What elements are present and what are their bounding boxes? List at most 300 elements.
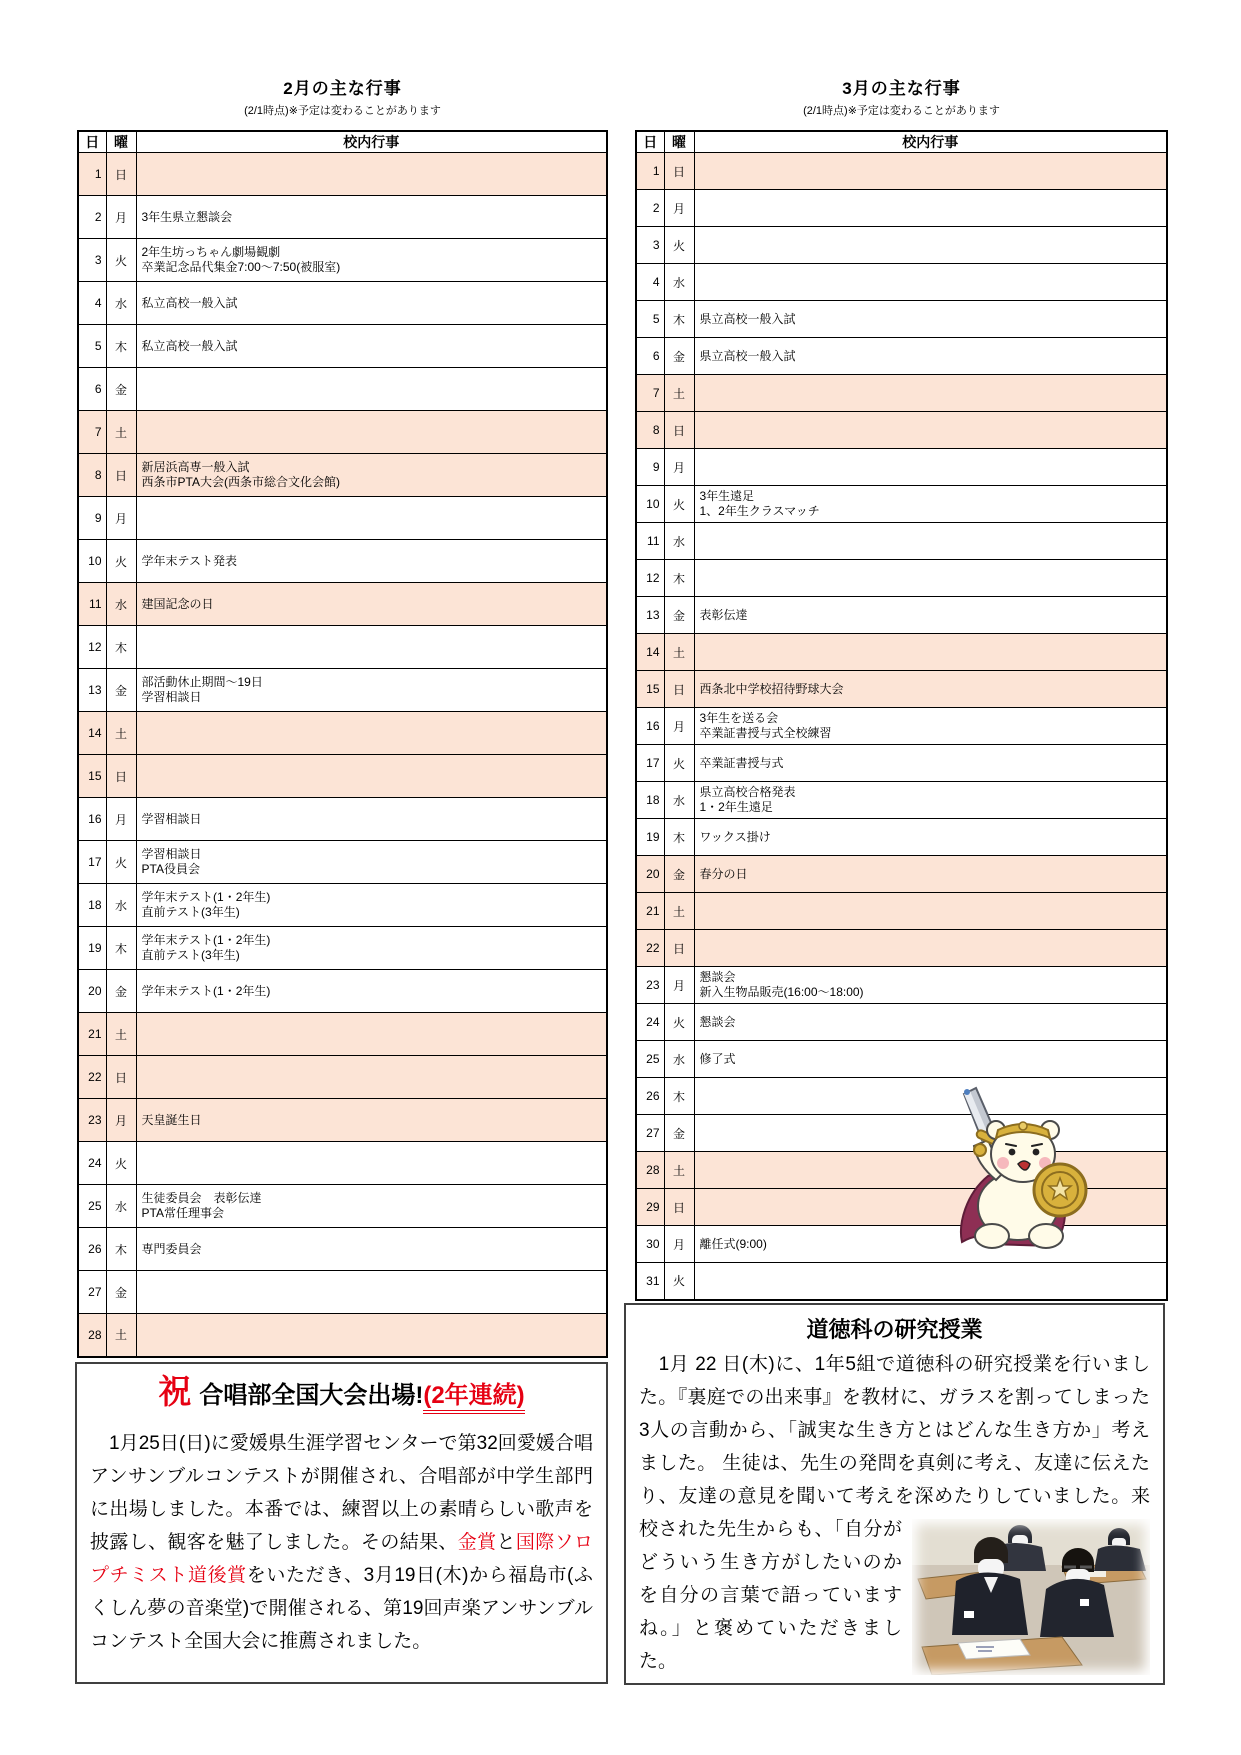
events-column-header: 校内行事 — [136, 131, 607, 153]
event-line: 直前テスト(3年生) — [141, 948, 240, 962]
weekday-cell: 日 — [664, 671, 694, 708]
events-cell — [136, 1314, 607, 1357]
day-cell: 21 — [636, 893, 664, 930]
events-cell — [694, 745, 1167, 782]
event-line: 懇談会 — [699, 1014, 736, 1029]
event-line: 学年末テスト(1・2年生) — [141, 983, 271, 998]
calendar-row — [636, 264, 1167, 301]
events-cell — [694, 449, 1167, 486]
day-cell: 4 — [636, 264, 664, 301]
weekday-cell: 金 — [106, 368, 136, 411]
events-cell — [694, 634, 1167, 671]
day-cell: 27 — [636, 1115, 664, 1152]
moral-text-part2: ていました。来校された先生からも、「自分がどういう生き方がしたいのかを自分の言葉で語っていますね。」と褒めていただきました。 — [639, 1486, 1150, 1672]
events-cell — [136, 669, 607, 712]
weekday-cell: 金 — [664, 597, 694, 634]
calendar-row — [78, 239, 607, 282]
day-cell: 20 — [636, 856, 664, 893]
events-cell — [694, 190, 1167, 227]
calendar-row — [636, 597, 1167, 634]
events-cell — [694, 930, 1167, 967]
classroom-photo — [912, 1519, 1150, 1675]
day-cell: 9 — [636, 449, 664, 486]
day-cell: 6 — [636, 338, 664, 375]
events-cell — [694, 375, 1167, 412]
weekday-cell: 水 — [106, 282, 136, 325]
calendar-row — [78, 540, 607, 583]
mascot-knight-puppy-image — [936, 1084, 1102, 1254]
day-cell: 25 — [636, 1041, 664, 1078]
calendar-row — [636, 856, 1167, 893]
calendar-row — [78, 970, 607, 1013]
event-line: ワックス掛け — [699, 829, 771, 844]
calendar-row — [636, 819, 1167, 856]
calendar-row — [636, 893, 1167, 930]
events-cell — [136, 368, 607, 411]
weekday-cell: 火 — [106, 239, 136, 282]
day-cell: 16 — [78, 798, 106, 841]
choir-title-text: 合唱部全国大会出場! — [199, 1382, 424, 1409]
events-cell — [136, 927, 607, 970]
calendar-row — [78, 1013, 607, 1056]
day-cell: 23 — [78, 1099, 106, 1142]
weekday-cell: 火 — [664, 1004, 694, 1041]
choir-paragraph — [90, 1427, 593, 1658]
day-cell: 13 — [636, 597, 664, 634]
calendar-row — [78, 927, 607, 970]
event-line: 学年末テスト(1・2年生) — [141, 933, 271, 947]
weekday-cell: 金 — [664, 1115, 694, 1152]
calendar-row — [78, 196, 607, 239]
events-cell — [136, 1013, 607, 1056]
calendar-row — [78, 1099, 607, 1142]
events-cell — [694, 597, 1167, 634]
day-column-header: 日 — [78, 131, 106, 153]
weekday-cell: 火 — [664, 486, 694, 523]
events-cell — [136, 583, 607, 626]
weekday-cell: 木 — [106, 325, 136, 368]
weekday-cell: 月 — [664, 967, 694, 1004]
day-column-header: 日 — [636, 131, 664, 153]
events-cell — [136, 196, 607, 239]
weekday-cell: 水 — [664, 1041, 694, 1078]
moral-paragraph — [639, 1348, 1150, 1678]
day-cell: 30 — [636, 1226, 664, 1263]
choir-award-gold-text: 金賞 — [457, 1532, 497, 1553]
calendar-row — [78, 669, 607, 712]
events-cell — [136, 755, 607, 798]
weekday-cell: 木 — [664, 560, 694, 597]
calendar-row — [636, 375, 1167, 412]
february-calendar-table — [77, 130, 608, 1358]
weekday-cell: 木 — [106, 626, 136, 669]
events-cell — [136, 798, 607, 841]
events-cell — [694, 227, 1167, 264]
events-cell — [694, 412, 1167, 449]
weekday-cell: 土 — [106, 1314, 136, 1357]
day-cell: 9 — [78, 497, 106, 540]
calendar-row — [636, 301, 1167, 338]
day-cell: 19 — [636, 819, 664, 856]
event-line: 西条北中学校招待野球大会 — [699, 681, 844, 696]
calendar-row — [636, 449, 1167, 486]
weekday-cell: 火 — [664, 227, 694, 264]
weekday-cell: 土 — [106, 411, 136, 454]
moral-section-title: 道徳科の研究授業 — [806, 1317, 983, 1342]
weekday-cell: 木 — [664, 819, 694, 856]
event-line: 県立高校一般入試 — [699, 311, 796, 326]
calendar-row — [78, 841, 607, 884]
day-cell: 28 — [78, 1314, 106, 1357]
weekday-cell: 木 — [106, 1228, 136, 1271]
day-cell: 26 — [636, 1078, 664, 1115]
day-cell: 11 — [636, 523, 664, 560]
events-cell — [694, 708, 1167, 745]
calendar-row — [78, 1142, 607, 1185]
event-line: 懇談会 — [699, 970, 736, 984]
calendar-row — [78, 884, 607, 927]
events-cell — [136, 1228, 607, 1271]
calendar-row — [78, 1314, 607, 1357]
calendar-row — [78, 282, 607, 325]
choir-title-suffix-text: (2年連続) — [423, 1382, 524, 1414]
weekday-cell: 土 — [106, 712, 136, 755]
weekday-cell: 月 — [106, 1099, 136, 1142]
weekday-cell: 金 — [106, 669, 136, 712]
events-cell — [136, 841, 607, 884]
day-cell: 16 — [636, 708, 664, 745]
day-cell: 5 — [636, 301, 664, 338]
calendar-row — [78, 1271, 607, 1314]
calendar-row — [78, 583, 607, 626]
event-line: 離任式(9:00) — [699, 1236, 767, 1251]
weekday-cell: 火 — [106, 540, 136, 583]
day-cell: 17 — [78, 841, 106, 884]
event-line: 春分の日 — [699, 866, 748, 881]
march-title: 3月の主な行事 — [842, 79, 961, 98]
calendar-row — [636, 1004, 1167, 1041]
calendar-row — [636, 486, 1167, 523]
events-cell — [694, 1004, 1167, 1041]
weekday-cell: 土 — [664, 634, 694, 671]
day-cell: 7 — [78, 411, 106, 454]
calendar-row — [636, 930, 1167, 967]
event-line: 1・2年生遠足 — [699, 800, 773, 814]
calendar-row — [636, 967, 1167, 1004]
moral-text-part1: 1月 22 日(木)に、1年5組で道徳科の研究授業を行いました。『裏庭での出来事』を教材に、ガラスを割ってしまった3人の言動から、「誠実な生き方とはどんな生き方か」考えました。 生徒は、先生の発問を真剣に考え、友達に伝えたり、友達の意見を聞いて考えを深めたりし — [639, 1354, 1150, 1507]
weekday-cell: 水 — [106, 583, 136, 626]
event-line: 部活動休止期間～19日 — [141, 675, 263, 689]
weekday-cell: 火 — [106, 841, 136, 884]
event-line: 私立高校一般入試 — [141, 338, 238, 353]
event-line: 西条市PTA大会(西条市総合文化会館) — [141, 475, 340, 489]
events-cell — [694, 967, 1167, 1004]
event-line: 生徒委員会 表彰伝達 — [141, 1191, 262, 1205]
events-cell — [694, 1263, 1167, 1300]
calendar-row — [636, 153, 1167, 190]
day-cell: 14 — [78, 712, 106, 755]
day-cell: 24 — [636, 1004, 664, 1041]
day-cell: 18 — [78, 884, 106, 927]
calendar-row — [636, 782, 1167, 819]
february-subtitle: (2/1時点)※予定は変わることがあります — [244, 105, 441, 117]
weekday-cell: 月 — [106, 798, 136, 841]
moral-lesson-section — [624, 1303, 1165, 1685]
events-cell — [136, 626, 607, 669]
day-cell: 2 — [636, 190, 664, 227]
events-cell — [136, 1056, 607, 1099]
weekday-cell: 木 — [664, 1078, 694, 1115]
day-cell: 8 — [78, 454, 106, 497]
events-cell — [136, 497, 607, 540]
calendar-row — [78, 497, 607, 540]
calendar-row — [78, 712, 607, 755]
event-line: 3年生県立懇談会 — [141, 209, 233, 224]
calendar-header-row — [636, 131, 1167, 153]
events-cell — [694, 1041, 1167, 1078]
day-cell: 18 — [636, 782, 664, 819]
events-cell — [136, 712, 607, 755]
day-cell: 23 — [636, 967, 664, 1004]
day-cell: 19 — [78, 927, 106, 970]
day-cell: 6 — [78, 368, 106, 411]
weekday-cell: 水 — [664, 264, 694, 301]
event-line: 3年生遠足 — [699, 489, 755, 503]
events-cell — [136, 1099, 607, 1142]
choir-text-segment: をいただき、3月19日(木)から福島市(ふくしん夢の音楽堂)で開催される、第19回声楽アンサンブルコンテスト全国大会に推薦されました。 — [90, 1565, 593, 1652]
choir-award-soroptimist-text: 国際ソロプチミスト道後賞 — [90, 1532, 593, 1586]
weekday-cell: 日 — [106, 1056, 136, 1099]
weekday-cell: 木 — [664, 301, 694, 338]
february-calendar-title-block — [77, 74, 608, 118]
calendar-row — [78, 454, 607, 497]
choir-text-segment: 1月25日(日)に愛媛県生涯学習センターで第32回愛媛合唱アンサンブルコンテストが開催され、合唱部が中学生部門に出場しました。本番では、練習以上の素晴らしい歌声を披露し、観客を魅了しました。その結果、 — [90, 1433, 593, 1553]
event-line: 新入生物品販売(16:00～18:00) — [699, 985, 864, 999]
calendar-row — [636, 412, 1167, 449]
event-line: 学習相談日 — [141, 811, 202, 826]
event-line: 建国記念の日 — [141, 596, 214, 611]
weekday-cell: 月 — [664, 449, 694, 486]
weekday-cell: 水 — [106, 884, 136, 927]
weekday-cell: 火 — [664, 745, 694, 782]
weekday-cell: 土 — [664, 893, 694, 930]
events-cell — [136, 884, 607, 927]
day-cell: 25 — [78, 1185, 106, 1228]
day-cell: 20 — [78, 970, 106, 1013]
day-cell: 28 — [636, 1152, 664, 1189]
events-cell — [136, 540, 607, 583]
events-cell — [136, 239, 607, 282]
weekday-cell: 土 — [106, 1013, 136, 1056]
weekday-cell: 火 — [106, 1142, 136, 1185]
day-cell: 3 — [78, 239, 106, 282]
day-cell: 11 — [78, 583, 106, 626]
weekday-cell: 月 — [664, 708, 694, 745]
weekday-cell: 水 — [664, 782, 694, 819]
event-line: 学年末テスト発表 — [141, 553, 238, 568]
calendar-row — [636, 227, 1167, 264]
day-cell: 15 — [636, 671, 664, 708]
weekday-cell: 木 — [106, 927, 136, 970]
event-line: 卒業証書授与式全校練習 — [699, 726, 832, 740]
calendar-row — [78, 626, 607, 669]
weekday-cell: 月 — [106, 196, 136, 239]
event-line: 卒業記念品代集金7:00～7:50(被服室) — [141, 260, 341, 274]
event-line: 2年生坊っちゃん劇場観劇 — [141, 245, 281, 259]
events-cell — [694, 671, 1167, 708]
weekday-cell: 土 — [664, 375, 694, 412]
events-cell — [694, 560, 1167, 597]
event-line: 専門委員会 — [141, 1241, 202, 1256]
calendar-row — [636, 708, 1167, 745]
events-cell — [694, 782, 1167, 819]
day-cell: 3 — [636, 227, 664, 264]
events-cell — [694, 893, 1167, 930]
events-cell — [136, 454, 607, 497]
events-cell — [136, 282, 607, 325]
february-title: 2月の主な行事 — [283, 79, 402, 98]
event-line: 3年生を送る会 — [699, 711, 779, 725]
event-line: 1、2年生クラスマッチ — [699, 504, 820, 518]
event-line: 卒業証書授与式 — [699, 755, 784, 770]
events-cell — [136, 411, 607, 454]
weekday-cell: 土 — [664, 1152, 694, 1189]
day-cell: 12 — [78, 626, 106, 669]
calendar-row — [78, 1228, 607, 1271]
events-cell — [694, 338, 1167, 375]
calendar-row — [636, 671, 1167, 708]
weekday-column-header: 曜 — [106, 131, 136, 153]
day-cell: 12 — [636, 560, 664, 597]
day-cell: 10 — [636, 486, 664, 523]
calendar-row — [78, 1056, 607, 1099]
calendar-row — [78, 153, 607, 196]
day-cell: 21 — [78, 1013, 106, 1056]
calendar-row — [78, 755, 607, 798]
day-cell: 26 — [78, 1228, 106, 1271]
weekday-cell: 水 — [106, 1185, 136, 1228]
event-line: 私立高校一般入試 — [141, 295, 238, 310]
events-column-header: 校内行事 — [694, 131, 1167, 153]
calendar-row — [636, 190, 1167, 227]
weekday-column-header: 曜 — [664, 131, 694, 153]
calendar-row — [636, 634, 1167, 671]
calendar-header-row — [78, 131, 607, 153]
day-cell: 15 — [78, 755, 106, 798]
weekday-cell: 日 — [664, 1189, 694, 1226]
event-line: 学年末テスト(1・2年生) — [141, 890, 271, 904]
event-line: 学習相談日 — [141, 690, 202, 704]
weekday-cell: 日 — [106, 755, 136, 798]
day-cell: 17 — [636, 745, 664, 782]
calendar-row — [636, 560, 1167, 597]
events-cell — [136, 1271, 607, 1314]
events-cell — [136, 153, 607, 196]
events-cell — [694, 153, 1167, 190]
event-line: PTA常任理事会 — [141, 1206, 224, 1220]
calendar-row — [636, 338, 1167, 375]
event-line: 県立高校合格発表 — [699, 785, 796, 799]
events-cell — [136, 1142, 607, 1185]
choir-section-title — [77, 1372, 606, 1419]
event-line: 直前テスト(3年生) — [141, 905, 240, 919]
weekday-cell: 金 — [106, 970, 136, 1013]
celebration-badge-text: 祝 — [158, 1373, 192, 1410]
event-line: 新居浜高専一般入試 — [141, 460, 250, 474]
march-calendar-title-block — [635, 74, 1168, 118]
events-cell — [694, 523, 1167, 560]
weekday-cell: 月 — [106, 497, 136, 540]
event-line: 天皇誕生日 — [141, 1112, 202, 1127]
weekday-cell: 日 — [664, 930, 694, 967]
day-cell: 27 — [78, 1271, 106, 1314]
day-cell: 2 — [78, 196, 106, 239]
event-line: 県立高校一般入試 — [699, 348, 796, 363]
weekday-cell: 日 — [664, 412, 694, 449]
day-cell: 1 — [78, 153, 106, 196]
day-cell: 5 — [78, 325, 106, 368]
calendar-row — [636, 1263, 1167, 1300]
day-cell: 1 — [636, 153, 664, 190]
calendar-row — [636, 1041, 1167, 1078]
day-cell: 4 — [78, 282, 106, 325]
events-cell — [694, 856, 1167, 893]
choir-award-section — [75, 1362, 608, 1684]
calendar-row — [78, 411, 607, 454]
day-cell: 10 — [78, 540, 106, 583]
march-subtitle: (2/1時点)※予定は変わることがあります — [803, 105, 1000, 117]
day-cell: 13 — [78, 669, 106, 712]
weekday-cell: 金 — [664, 856, 694, 893]
weekday-cell: 月 — [664, 1226, 694, 1263]
day-cell: 7 — [636, 375, 664, 412]
event-line: PTA役員会 — [141, 862, 200, 876]
calendar-row — [78, 368, 607, 411]
day-cell: 8 — [636, 412, 664, 449]
day-cell: 29 — [636, 1189, 664, 1226]
events-cell — [136, 970, 607, 1013]
weekday-cell: 水 — [664, 523, 694, 560]
day-cell: 22 — [78, 1056, 106, 1099]
weekday-cell: 日 — [664, 153, 694, 190]
day-cell: 24 — [78, 1142, 106, 1185]
event-line: 修了式 — [699, 1051, 736, 1066]
day-cell: 31 — [636, 1263, 664, 1300]
events-cell — [694, 301, 1167, 338]
weekday-cell: 火 — [664, 1263, 694, 1300]
calendar-row — [78, 325, 607, 368]
calendar-row — [636, 745, 1167, 782]
event-line: 学習相談日 — [141, 847, 202, 861]
day-cell: 22 — [636, 930, 664, 967]
events-cell — [694, 486, 1167, 523]
weekday-cell: 日 — [106, 454, 136, 497]
events-cell — [694, 819, 1167, 856]
event-line: 表彰伝達 — [699, 607, 748, 622]
calendar-row — [636, 523, 1167, 560]
weekday-cell: 金 — [664, 338, 694, 375]
events-cell — [136, 1185, 607, 1228]
weekday-cell: 金 — [106, 1271, 136, 1314]
weekday-cell: 月 — [664, 190, 694, 227]
day-cell: 14 — [636, 634, 664, 671]
events-cell — [694, 264, 1167, 301]
events-cell — [136, 325, 607, 368]
choir-text-segment: と — [496, 1532, 516, 1553]
calendar-row — [78, 798, 607, 841]
weekday-cell: 日 — [106, 153, 136, 196]
calendar-row — [78, 1185, 607, 1228]
